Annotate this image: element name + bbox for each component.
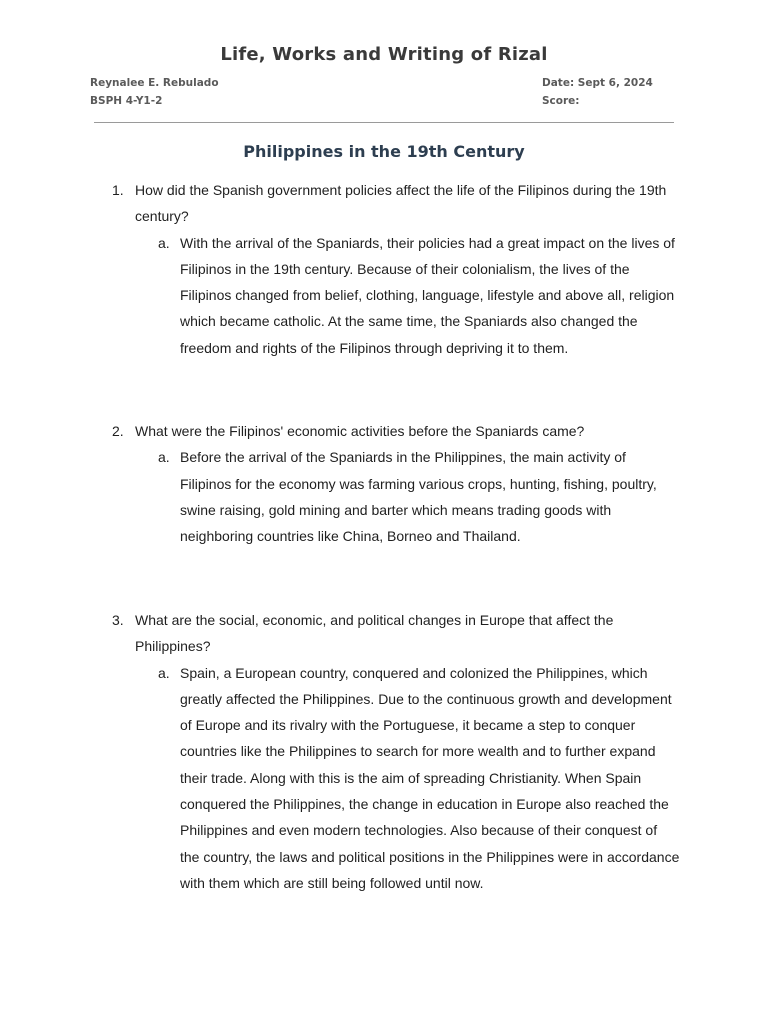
answer-2 bbox=[0, 444, 768, 549]
score-label: Score: bbox=[542, 95, 580, 107]
answer-letter: a. bbox=[158, 664, 170, 681]
question-text: What are the social, economic, and political changes in Europe that affect the Philippines? bbox=[135, 612, 614, 655]
question-number: 2. bbox=[112, 423, 124, 439]
answer-text: Spain, a European country, conquered and colonized the Philippines, which greatly affected the Philippines. Due to the continuous growth and development of Europe and its rivalry with the Portuguese, it became a step to conquer countries like the Philippines to search for more wealth and to further expand their trade. Along with this is the aim of spreading Christianity. When Spain conquered the Philippines, the change in education in Europe also reached the Philippines and even modern technologies. Also because of their conquest of the country, the laws and political positions in the Philippines were in accordance with them which are still being followed until now. bbox=[180, 664, 680, 891]
section-title: Philippines in the 19th Century bbox=[243, 142, 525, 161]
question-1 bbox=[0, 177, 768, 230]
answer-3 bbox=[0, 660, 768, 897]
answer-letter: a. bbox=[158, 234, 170, 251]
question-block-2 bbox=[0, 418, 768, 549]
answer-1 bbox=[0, 230, 768, 361]
question-3 bbox=[0, 607, 768, 660]
header-divider bbox=[94, 122, 674, 123]
answer-letter: a. bbox=[158, 449, 170, 466]
class-section: BSPH 4-Y1-2 bbox=[90, 95, 163, 107]
question-number: 1. bbox=[112, 182, 124, 198]
question-text: How did the Spanish government policies affect the life of the Filipinos during the 19th century? bbox=[135, 182, 667, 225]
student-info bbox=[90, 74, 219, 110]
answer-text: Before the arrival of the Spaniards in the Philippines, the main activity of Filipinos for the economy was farming various crops, hunting, fishing, poultry, swine raising, gold mining and barter which means trading goods with neighboring countries like China, Borneo and Thailand. bbox=[180, 449, 657, 545]
grading-info bbox=[542, 74, 653, 110]
question-block-1 bbox=[0, 177, 768, 361]
answer-text: With the arrival of the Spaniards, their policies had a great impact on the lives of Filipinos in the 19th century. Because of their colonialism, the lives of the Filipinos changed from belief, clothing, language, lifestyle and above all, religion which became catholic. At the same time, the Spaniards also changed the freedom and rights of the Filipinos through depriving it to them. bbox=[180, 234, 675, 356]
author-name: Reynalee E. Rebulado bbox=[90, 77, 219, 89]
question-block-3 bbox=[0, 607, 768, 896]
document-title: Life, Works and Writing of Rizal bbox=[220, 44, 548, 65]
question-number: 3. bbox=[112, 612, 124, 628]
date-label: Date: Sept 6, 2024 bbox=[542, 77, 653, 89]
question-2 bbox=[0, 418, 768, 444]
question-text: What were the Filipinos' economic activities before the Spaniards came? bbox=[135, 423, 585, 439]
